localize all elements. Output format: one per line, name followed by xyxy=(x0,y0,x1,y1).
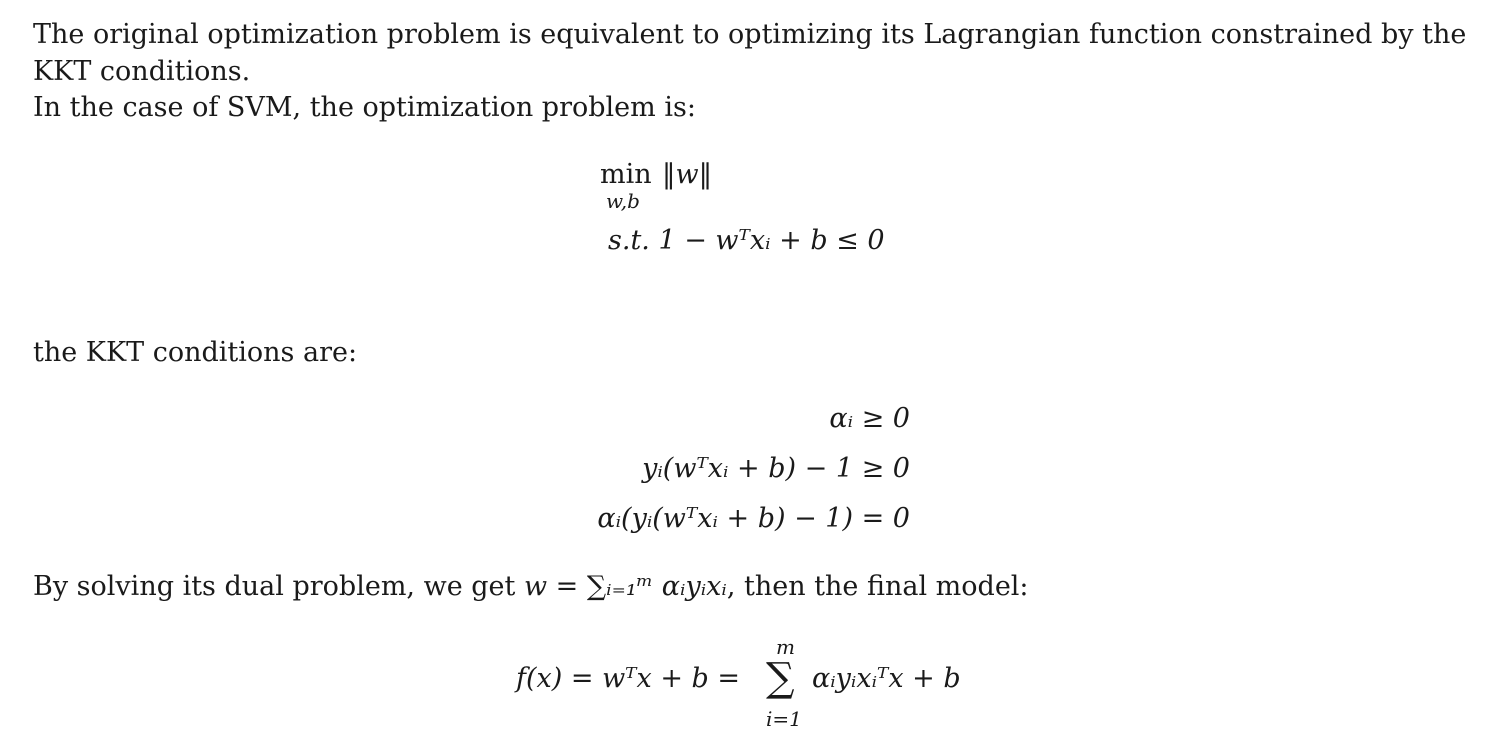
final-model-rhs: αᵢyᵢxᵢᵀx + b xyxy=(812,663,961,694)
kkt-condition-2: yᵢ(wᵀxᵢ + b) − 1 ≥ 0 xyxy=(642,453,910,484)
dual-w-formula: w = ∑ᵢ₌₁ᵐ αᵢyᵢxᵢ xyxy=(523,571,727,602)
final-model-lhs: f(x) = wᵀx + b = xyxy=(516,663,741,694)
summation-symbol: ∑ xyxy=(766,655,795,701)
constraint-equation: s.t. 1 − wᵀxᵢ + b ≤ 0 xyxy=(608,225,885,256)
objective-vars: w,b xyxy=(606,189,640,213)
kkt-condition-3: αᵢ(yᵢ(wᵀxᵢ + b) − 1) = 0 xyxy=(597,503,910,534)
dual-text-before: By solving its dual problem, we get xyxy=(33,571,516,602)
objective-min: min xyxy=(600,159,652,190)
paragraph-dual-solution xyxy=(33,568,1029,605)
kkt-condition-1: αᵢ ≥ 0 xyxy=(829,403,910,434)
dual-text-after: , then the final model: xyxy=(726,571,1029,602)
final-sum-upper: m xyxy=(776,635,795,659)
objective-norm: ‖w‖ xyxy=(662,159,713,190)
final-sum-lower: i=1 xyxy=(766,707,802,731)
paragraph-intro-line1: The original optimization problem is equivalent to optimizing its Lagrangian function constrained by the xyxy=(33,19,1467,50)
paragraph-svm-case: In the case of SVM, the optimization problem is: xyxy=(33,92,696,123)
paragraph-intro-line2: KKT conditions. xyxy=(33,56,251,87)
paragraph-kkt-intro: the KKT conditions are: xyxy=(33,337,358,368)
